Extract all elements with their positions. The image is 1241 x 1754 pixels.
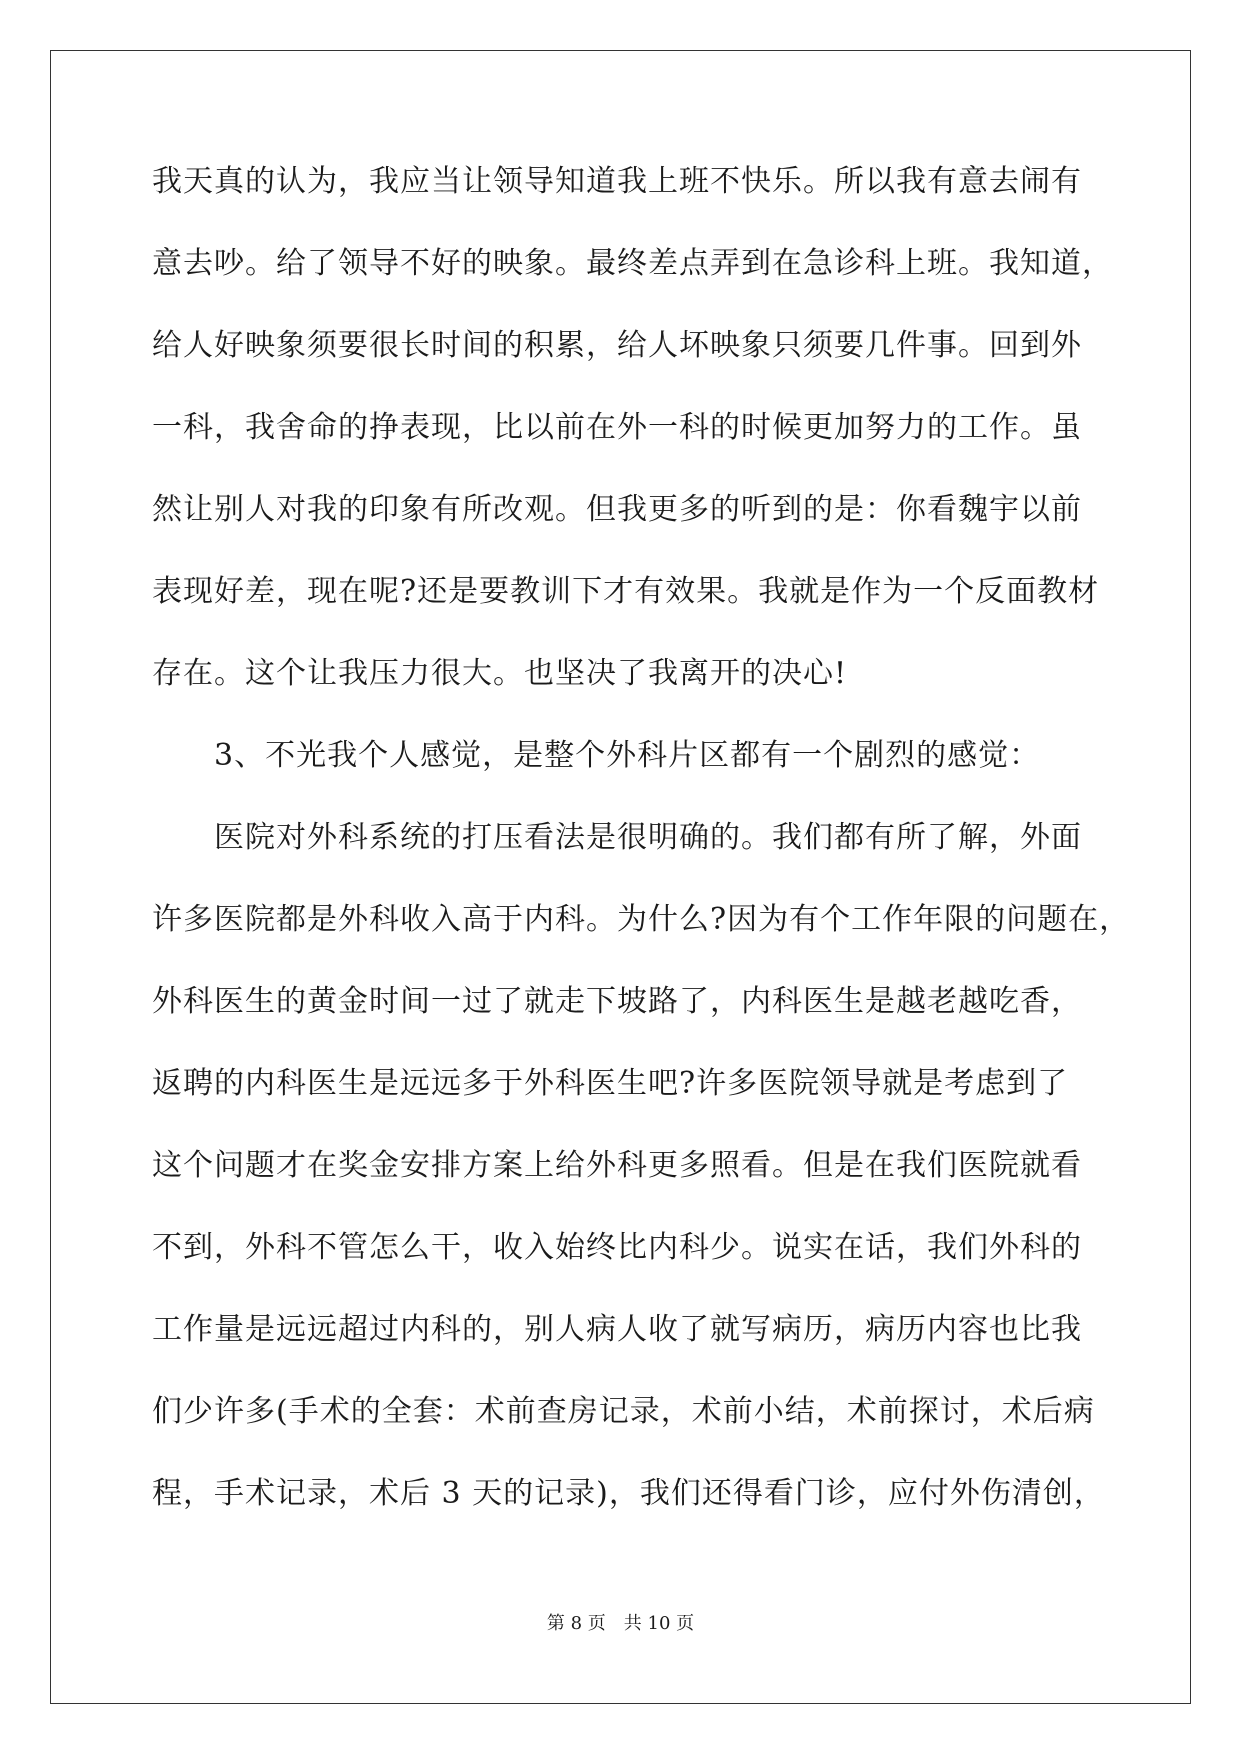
page-number-footer: 第 8 页 共 10 页 (546, 1613, 695, 1634)
text-line: 然让别人对我的印象有所改观。但我更多的听到的是：你看魏宇以前 (152, 492, 1082, 527)
text-line: 意去吵。给了领导不好的映象。最终差点弄到在急诊科上班。我知道， (152, 246, 1113, 281)
text-line: 存在。这个让我压力很大。也坚决了我离开的决心! (152, 656, 848, 691)
text-line: 给人好映象须要很长时间的积累，给人坏映象只须要几件事。回到外 (152, 328, 1082, 363)
text-line: 不到，外科不管怎么干，收入始终比内科少。说实在话，我们外科的 (152, 1230, 1082, 1265)
text-line: 一科，我舍命的挣表现，比以前在外一科的时候更加努力的工作。虽 (152, 410, 1082, 445)
text-line: 3、不光我个人感觉，是整个外科片区都有一个剧烈的感觉： (214, 738, 1041, 773)
text-line: 我天真的认为，我应当让领导知道我上班不快乐。所以我有意去闹有 (152, 164, 1082, 199)
text-line: 程，手术记录，术后 3 天的记录)，我们还得看门诊，应付外伤清创， (152, 1476, 1105, 1511)
text-line: 返聘的内科医生是远远多于外科医生吧?许多医院领导就是考虑到了 (152, 1066, 1069, 1101)
text-line: 工作量是远远超过内科的，别人病人收了就写病历，病历内容也比我 (152, 1312, 1082, 1347)
document-body (152, 160, 1131, 1554)
text-line: 这个问题才在奖金安排方案上给外科更多照看。但是在我们医院就看 (152, 1148, 1082, 1183)
text-line: 们少许多(手术的全套：术前查房记录，术前小结，术前探讨，术后病 (152, 1394, 1095, 1429)
text-line: 许多医院都是外科收入高于内科。为什么?因为有个工作年限的问题在， (152, 902, 1131, 937)
text-line: 外科医生的黄金时间一过了就走下坡路了，内科医生是越老越吃香， (152, 984, 1082, 1019)
text-line: 医院对外科系统的打压看法是很明确的。我们都有所了解，外面 (214, 820, 1082, 855)
text-line: 表现好差，现在呢?还是要教训下才有效果。我就是作为一个反面教材 (152, 574, 1100, 609)
